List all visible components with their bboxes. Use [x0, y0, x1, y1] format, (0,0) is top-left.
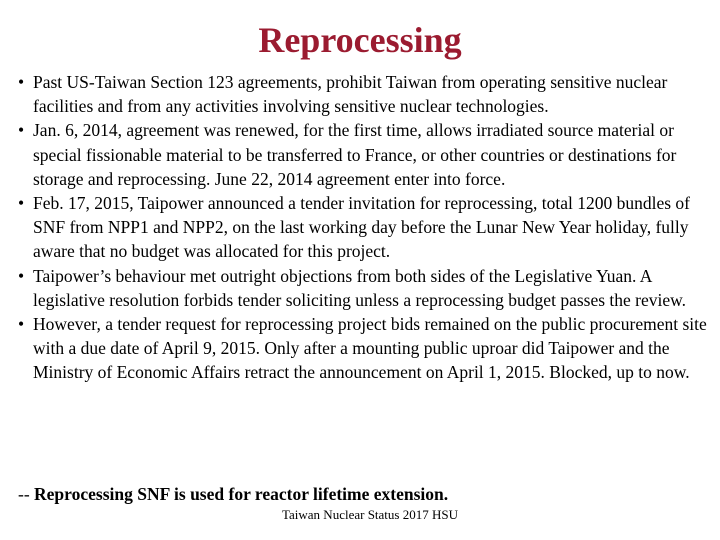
- conclusion-line: [18, 482, 708, 506]
- slide-footer: Taiwan Nuclear Status 2017 HSU: [281, 507, 458, 522]
- bullet-marker: •: [18, 120, 25, 141]
- bullet-item: [18, 118, 708, 191]
- bullet-text: However, a tender request for reprocessing project bids remained on the public procurement site with a due date of April 9, 2015. Only after a mounting public uproar did Taipower and the Ministry of Economic Affairs retract the announcement on April 1, 2015. Blocked, up to now.: [33, 314, 707, 383]
- bullet-list: [18, 70, 708, 385]
- bullet-item: [18, 191, 708, 264]
- conclusion-prefix: --: [18, 484, 35, 504]
- bullet-marker: •: [18, 314, 25, 335]
- bullet-item: [18, 312, 708, 385]
- bullet-text: Feb. 17, 2015, Taipower announced a tender invitation for reprocessing, total 1200 bundles of SNF from NPP1 and NPP2, on the last working day before the Lunar New Year holiday, fully aware that no budget was allocated for this project.: [33, 193, 690, 262]
- bullet-text: Past US-Taiwan Section 123 agreements, prohibit Taiwan from operating sensitive nuclear facilities and from any activities involving sensitive nuclear technologies.: [33, 72, 668, 117]
- bullet-text: Jan. 6, 2014, agreement was renewed, for the first time, allows irradiated source material or special fissionable material to be transferred to France, or other countries or destinations for storage and reprocessing. June 22, 2014 agreement enter into force.: [33, 120, 677, 189]
- conclusion-text: Reprocessing SNF is used for reactor lifetime extension.: [34, 484, 449, 504]
- slide-title: Reprocessing: [258, 20, 462, 60]
- bullet-marker: •: [18, 72, 25, 92]
- bullet-marker: •: [18, 265, 25, 286]
- bullet-marker: •: [18, 193, 25, 214]
- bullet-text: Taipower’s behaviour met outright objections from both sides of the Legislative Yuan. A legislative resolution forbids tender soliciting unless a reprocessing budget passes the review.: [33, 265, 687, 310]
- bullet-item: [18, 70, 708, 118]
- bullet-item: [18, 264, 708, 312]
